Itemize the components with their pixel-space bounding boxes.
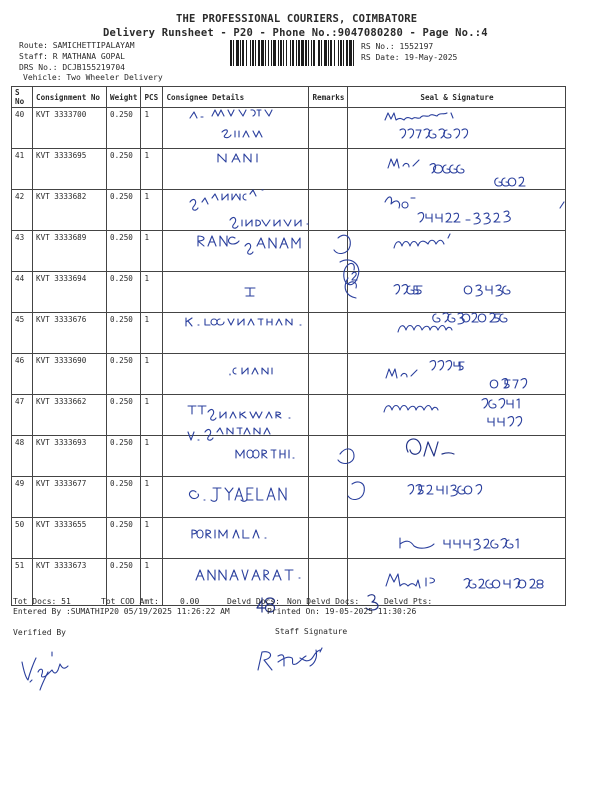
serial-number: 42	[12, 190, 33, 231]
barcode-bar	[313, 40, 315, 66]
table-row	[12, 477, 566, 518]
pieces-count: 1	[141, 149, 163, 190]
seal-signature-cell	[348, 149, 566, 190]
barcode-bar	[311, 40, 312, 66]
staff-signature-label: Staff Signature	[275, 627, 348, 636]
remarks-cell	[309, 272, 348, 313]
total-docs: Tot Docs: 51	[13, 597, 71, 606]
consignee-details-cell	[163, 518, 309, 559]
weight-value: 0.250	[107, 190, 141, 231]
column-header-seal: Seal & Signature	[348, 87, 566, 108]
staff-label: Staff: R MATHANA GOPAL	[19, 52, 125, 61]
serial-number: 51	[12, 559, 33, 606]
consignee-details-cell	[163, 395, 309, 436]
pieces-count: 1	[141, 108, 163, 149]
remarks-cell	[309, 518, 348, 559]
column-header-remarks: Remarks	[309, 87, 348, 108]
barcode-bar	[233, 40, 234, 66]
total-cod-label: Tot COD Amt:	[101, 597, 159, 606]
seal-signature-cell	[348, 272, 566, 313]
serial-number: 40	[12, 108, 33, 149]
consignee-details-cell	[163, 108, 309, 149]
consignment-number: KVT 3333693	[33, 436, 107, 477]
barcode-bar	[250, 40, 251, 66]
pieces-count: 1	[141, 231, 163, 272]
table-row	[12, 149, 566, 190]
seal-signature-cell	[348, 395, 566, 436]
table-row	[12, 354, 566, 395]
consignment-number: KVT 3333673	[33, 559, 107, 606]
consignment-number: KVT 3333694	[33, 272, 107, 313]
pieces-count: 1	[141, 518, 163, 559]
serial-number: 44	[12, 272, 33, 313]
remarks-cell	[309, 477, 348, 518]
consignment-number: KVT 3333689	[33, 231, 107, 272]
consignment-number: KVT 3333690	[33, 354, 107, 395]
serial-number: 43	[12, 231, 33, 272]
serial-number: 50	[12, 518, 33, 559]
staff-signature	[258, 648, 322, 670]
seal-signature-cell	[348, 354, 566, 395]
consignee-details-cell	[163, 313, 309, 354]
barcode-bar	[246, 40, 247, 66]
barcode-bar	[343, 40, 344, 66]
consignment-number: KVT 3333676	[33, 313, 107, 354]
barcode-bar	[324, 40, 327, 66]
barcode-bar	[268, 40, 269, 66]
weight-value: 0.250	[107, 477, 141, 518]
barcode-bar	[255, 40, 256, 66]
weight-value: 0.250	[107, 354, 141, 395]
column-header-weight: Weight	[107, 87, 141, 108]
barcode-bar	[242, 40, 244, 66]
route-label: Route: SAMICHETTIPALAYAM	[19, 41, 135, 50]
seal-signature-cell	[348, 313, 566, 354]
table-row	[12, 190, 566, 231]
barcode-bar	[273, 40, 276, 66]
serial-number: 46	[12, 354, 33, 395]
barcode-bar	[236, 40, 239, 66]
weight-value: 0.250	[107, 518, 141, 559]
rs-date: RS Date: 19-May-2025	[361, 53, 458, 62]
barcode-bar	[353, 40, 354, 66]
barcode-bar	[318, 40, 320, 66]
barcode-bar	[290, 40, 291, 66]
consignee-details-cell	[163, 477, 309, 518]
column-header-consignee: Consignee Details	[163, 87, 309, 108]
table-row	[12, 518, 566, 559]
company-title: THE PROFESSIONAL COURIERS, COIMBATORE	[176, 13, 418, 25]
barcode-bar	[261, 40, 264, 66]
barcode-bar	[308, 40, 309, 66]
remarks-cell	[309, 436, 348, 477]
remarks-cell	[309, 149, 348, 190]
barcode-bar	[271, 40, 272, 66]
pieces-count: 1	[141, 395, 163, 436]
consignment-number: KVT 3333700	[33, 108, 107, 149]
consignment-number: KVT 3333682	[33, 190, 107, 231]
barcode-bar	[328, 40, 329, 66]
consignment-number: KVT 3333655	[33, 518, 107, 559]
consignment-number: KVT 3333662	[33, 395, 107, 436]
pieces-count: 1	[141, 190, 163, 231]
remarks-cell	[309, 231, 348, 272]
barcode-bar	[292, 40, 294, 66]
vehicle-label: Vehicle: Two Wheeler Delivery	[23, 73, 163, 82]
pieces-count: 1	[141, 477, 163, 518]
seal-signature-cell	[348, 518, 566, 559]
barcode-bar	[346, 40, 348, 66]
table-row	[12, 436, 566, 477]
consignee-details-cell	[163, 231, 309, 272]
weight-value: 0.250	[107, 149, 141, 190]
consignee-details-cell	[163, 354, 309, 395]
barcode	[230, 40, 354, 66]
rs-number: RS No.: 1552197	[361, 42, 434, 51]
pieces-count: 1	[141, 313, 163, 354]
consignee-details-cell	[163, 190, 309, 231]
weight-value: 0.250	[107, 313, 141, 354]
barcode-bar	[340, 40, 342, 66]
seal-signature-cell	[348, 108, 566, 149]
remarks-cell	[309, 395, 348, 436]
barcode-bar	[298, 40, 300, 66]
consignee-details-cell	[163, 436, 309, 477]
seal-signature-cell	[348, 559, 566, 606]
barcode-bar	[305, 40, 307, 66]
verified-by-label: Verified By	[13, 628, 66, 637]
barcode-bar	[338, 40, 339, 66]
seal-signature-cell	[348, 477, 566, 518]
consignment-number: KVT 3333677	[33, 477, 107, 518]
total-cod-value: 0.00	[180, 597, 200, 606]
column-header-sno: S No	[12, 87, 33, 108]
weight-value: 0.250	[107, 231, 141, 272]
barcode-bar	[286, 40, 287, 66]
non-delivered-docs-label: Non Delvd Docs:	[287, 597, 360, 606]
weight-value: 0.250	[107, 108, 141, 149]
barcode-bar	[240, 40, 241, 66]
pieces-count: 1	[141, 436, 163, 477]
seal-signature-cell	[348, 231, 566, 272]
drs-number: DRS No.: DCJB155219704	[19, 63, 125, 72]
barcode-bar	[301, 40, 304, 66]
barcode-bar	[265, 40, 266, 66]
table-row	[12, 313, 566, 354]
remarks-cell	[309, 313, 348, 354]
barcode-bar	[280, 40, 282, 66]
table-row	[12, 108, 566, 149]
consignee-details-cell	[163, 149, 309, 190]
barcode-bar	[349, 40, 352, 66]
serial-number: 48	[12, 436, 33, 477]
consignment-number: KVT 3333695	[33, 149, 107, 190]
serial-number: 41	[12, 149, 33, 190]
barcode-bar	[334, 40, 335, 66]
column-header-consignment: Consignment No	[33, 87, 107, 108]
serial-number: 45	[12, 313, 33, 354]
runsheet-title: Delivery Runsheet - P20 - Phone No.:9047080280 - Page No.:4	[103, 27, 488, 39]
remarks-cell	[309, 190, 348, 231]
delivered-docs-label: Delvd Docs:	[227, 597, 280, 606]
barcode-bar	[252, 40, 254, 66]
barcode-bar	[278, 40, 279, 66]
column-header-pcs: PCS	[141, 87, 163, 108]
printed-on: Printed On: 19-05-2025 11:30:26	[267, 607, 417, 616]
delivered-pts-label: Delvd Pts:	[384, 597, 433, 606]
table-header-row	[12, 87, 566, 108]
barcode-bar	[330, 40, 332, 66]
table-row	[12, 231, 566, 272]
serial-number: 47	[12, 395, 33, 436]
weight-value: 0.250	[107, 272, 141, 313]
remarks-cell	[309, 354, 348, 395]
pieces-count: 1	[141, 272, 163, 313]
barcode-bar	[258, 40, 260, 66]
consignee-details-cell	[163, 272, 309, 313]
weight-value: 0.250	[107, 559, 141, 606]
pieces-count: 1	[141, 354, 163, 395]
seal-signature-cell	[348, 190, 566, 231]
barcode-bar	[283, 40, 284, 66]
serial-number: 49	[12, 477, 33, 518]
entered-by: Entered By :SUMATHIP20 05/19/2025 11:26:22 AM	[13, 607, 230, 616]
weight-value: 0.250	[107, 395, 141, 436]
weight-value: 0.250	[107, 436, 141, 477]
table-row	[12, 272, 566, 313]
remarks-cell	[309, 108, 348, 149]
pieces-count: 1	[141, 559, 163, 606]
barcode-bar	[296, 40, 297, 66]
runsheet-table	[11, 86, 566, 606]
verified-by-signature	[22, 652, 68, 690]
table-row	[12, 395, 566, 436]
barcode-bar	[230, 40, 232, 66]
seal-signature-cell	[348, 436, 566, 477]
barcode-bar	[321, 40, 322, 66]
